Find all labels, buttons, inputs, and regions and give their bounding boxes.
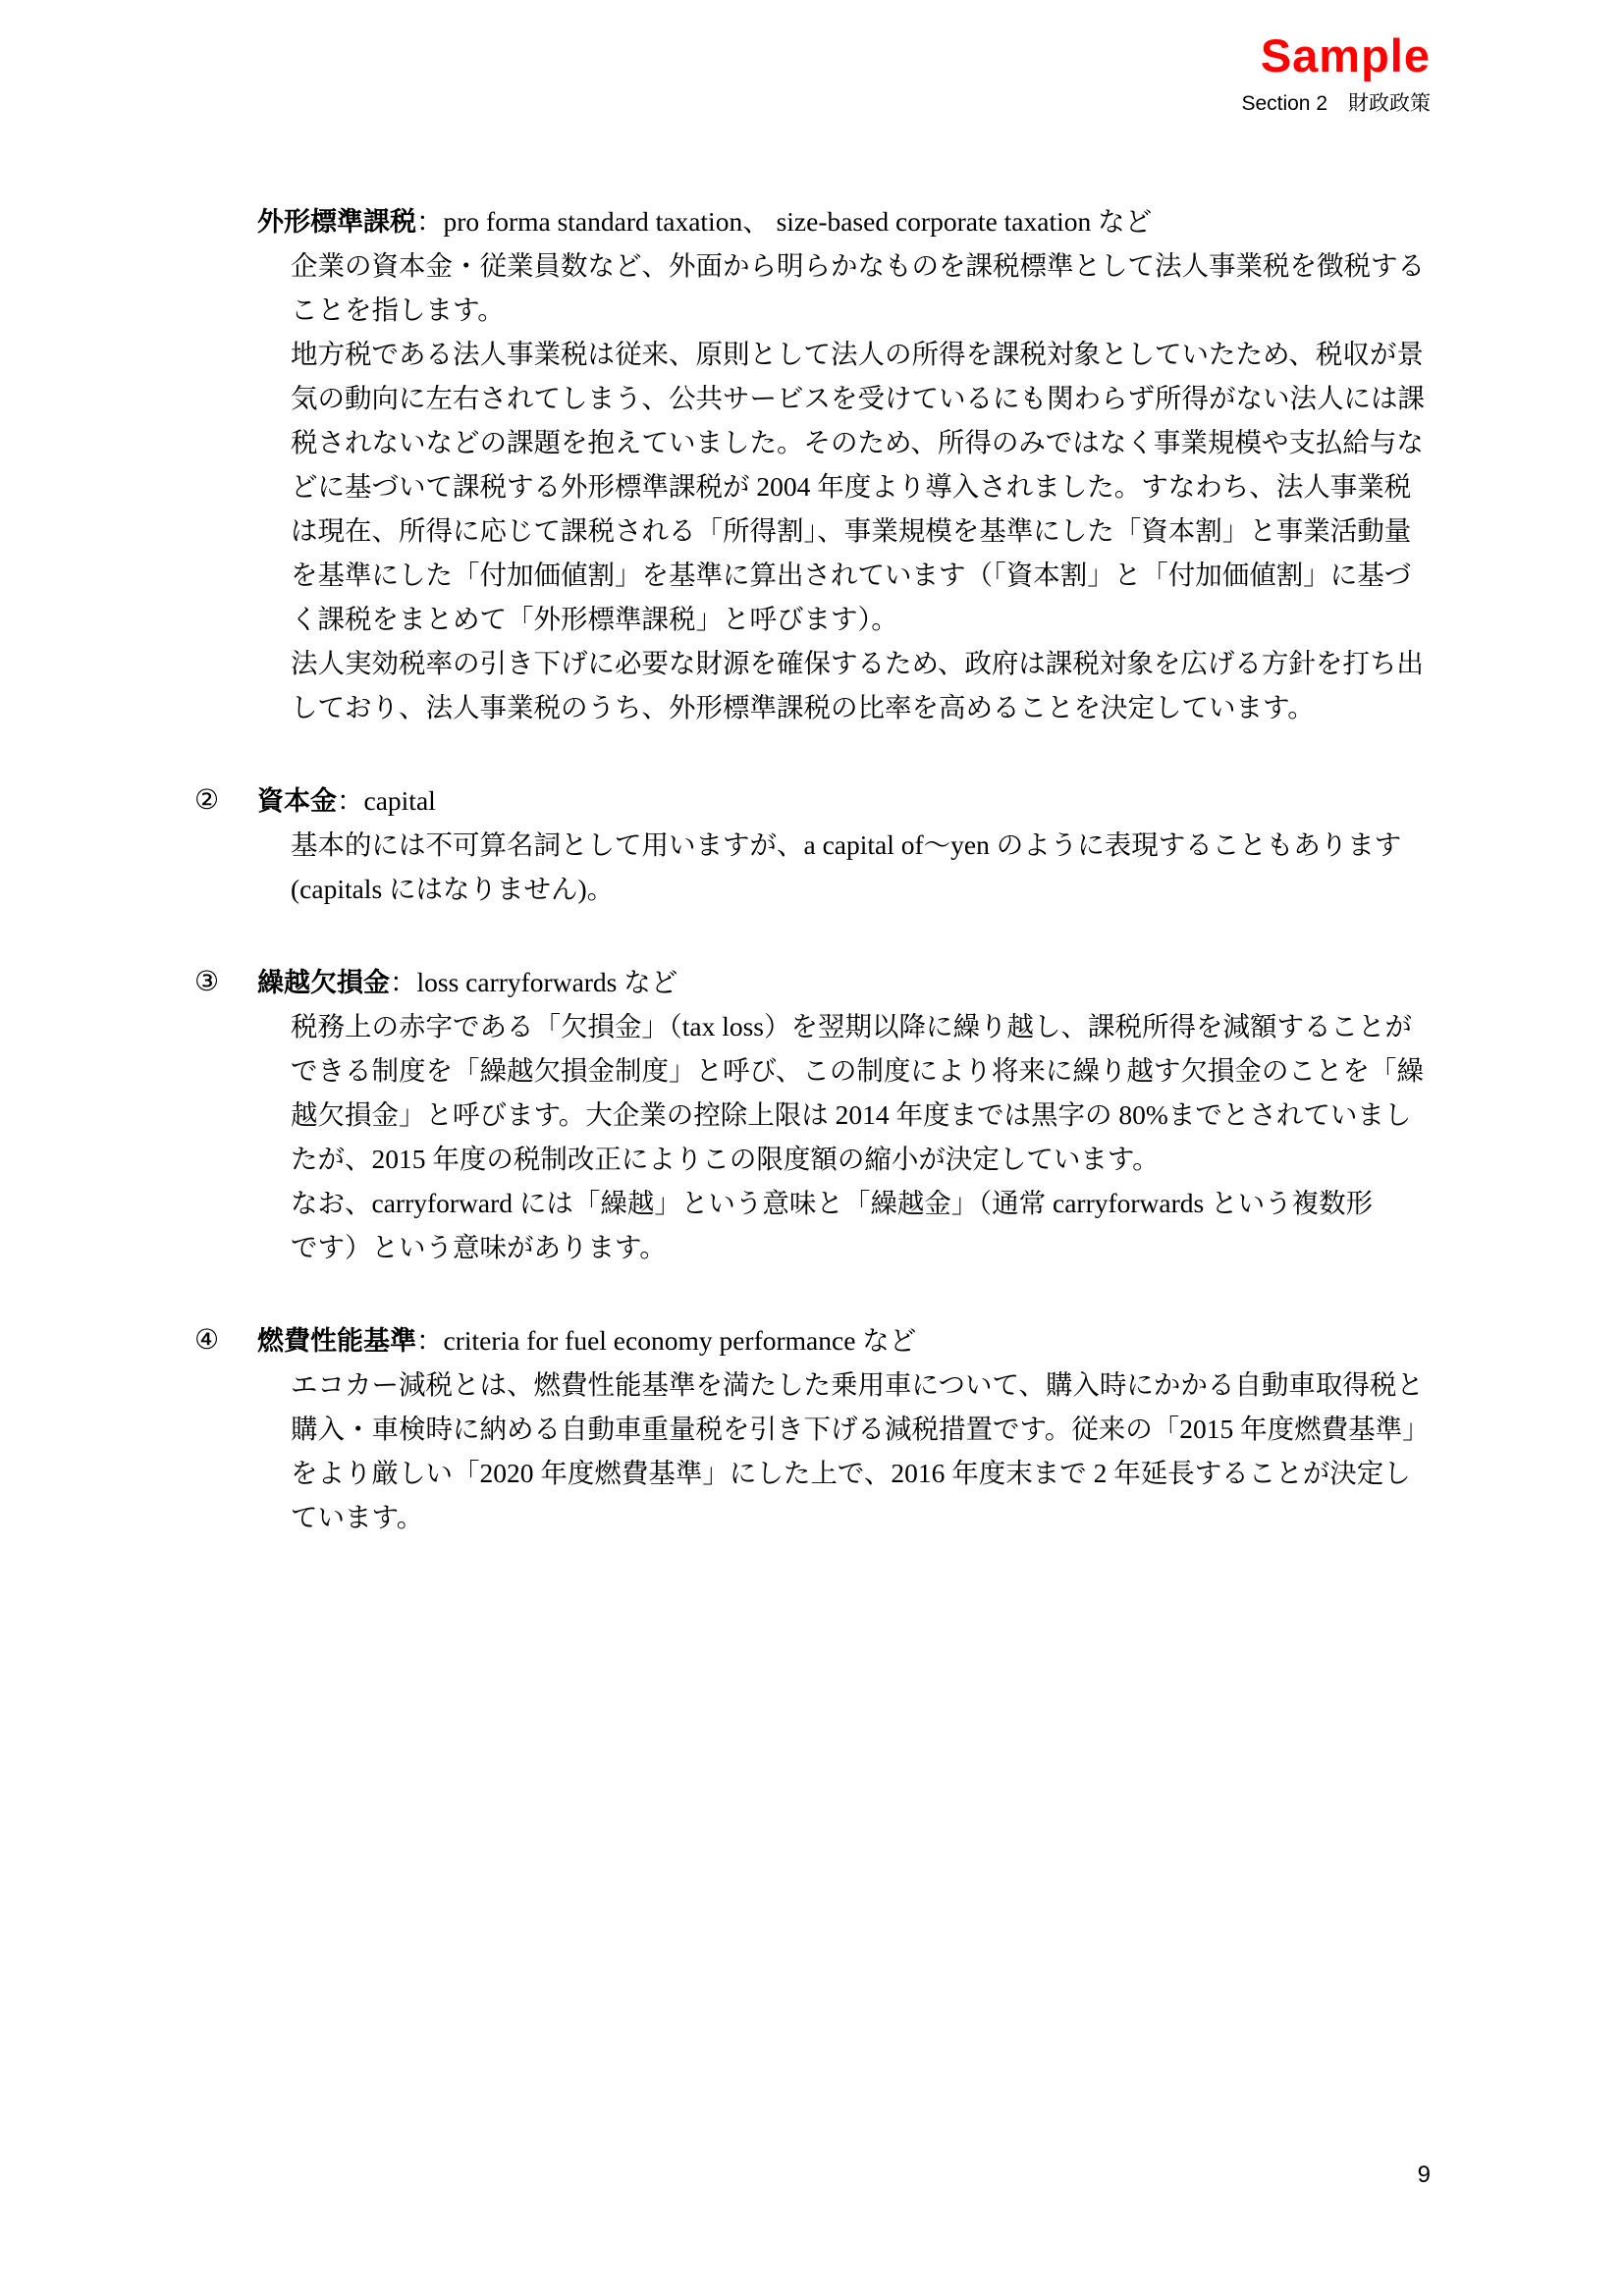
text-line: をより厳しい「2020 年度燃費基準」にした上で、2016 年度末まで 2 年延長することが決定し	[291, 1458, 1411, 1488]
entry-paragraph	[194, 1362, 1441, 1539]
entry-english-term: criteria for fuel economy performance など	[443, 1325, 917, 1356]
text-line: を基準にした「付加価値割」を基準に算出されています（「資本割」と「付加価値割」に基づ	[291, 560, 1412, 590]
sample-watermark: Sample	[1260, 29, 1431, 81]
entry-colon: ：	[390, 967, 417, 997]
text-line: できる制度を「繰越欠損金制度」と呼び、この制度により将来に繰り越す欠損金のことを「繰	[291, 1055, 1424, 1086]
text-line: 法人実効税率の引き下げに必要な財源を確保するため、政府は課税対象を広げる方針を打ち出	[291, 648, 1424, 678]
content-area	[194, 199, 1441, 1539]
entry-number: ②	[194, 785, 220, 816]
text-line: たが、2015 年度の税制改正によりこの限度額の縮小が決定しています。	[291, 1144, 1160, 1174]
text-line: です）という意味があります。	[291, 1232, 667, 1262]
entry-colon: ：	[337, 785, 364, 816]
text-line: 気の動向に左右されてしまう、公共サービスを受けているにも関わらず所得がない法人には課	[291, 383, 1425, 413]
entry-english-term: loss carryforwards など	[416, 967, 678, 997]
entry-paragraph	[194, 641, 1441, 729]
text-line: 税されないなどの課題を抱えていました。そのため、所得のみではなく事業規模や支払給与な	[291, 427, 1424, 457]
entry-pro-forma-taxation	[194, 199, 1441, 729]
entry-paragraph	[194, 1181, 1441, 1269]
text-line: 税務上の赤字である「欠損金」（tax loss）を翌期以降に繰り越し、課税所得を減額することが	[291, 1011, 1413, 1041]
text-line: なお、carryforward には「繰越」という意味と「繰越金」（通常 carryforwards という複数形	[291, 1188, 1374, 1218]
page-number: 9	[1417, 2162, 1431, 2188]
entry-term: 外形標準課税	[257, 207, 416, 237]
text-line: 企業の資本金・従業員数など、外面から明らかなものを課税標準として法人事業税を徴税する	[291, 250, 1425, 281]
entry-paragraph	[194, 332, 1441, 641]
entry-heading	[194, 778, 1441, 823]
entry-english-term: pro forma standard taxation、 size-based corporate taxation など	[443, 206, 1153, 237]
entry-term: 繰越欠損金	[257, 968, 390, 997]
text-line: ています。	[291, 1502, 424, 1532]
entry-colon: ：	[416, 1325, 444, 1356]
entry-english-term: capital	[363, 785, 436, 816]
entry-heading	[194, 960, 1441, 1004]
text-line: 地方税である法人事業税は従来、原則として法人の所得を課税対象としていたため、税収が景	[291, 339, 1424, 369]
entry-colon: ：	[416, 206, 444, 237]
entry-number: ③	[194, 967, 220, 997]
entry-paragraph	[194, 1004, 1441, 1181]
entry-heading	[194, 1318, 1441, 1362]
entry-paragraph	[194, 823, 1441, 911]
text-line: は現在、所得に応じて課税される「所得割」、事業規模を基準にした「資本割」と事業活動量	[291, 515, 1412, 546]
entry-capital	[194, 778, 1441, 911]
text-line: く課税をまとめて「外形標準課税」と呼びます）。	[291, 604, 898, 634]
text-line: (capitals にはなりません)。	[291, 874, 615, 904]
text-line: 越欠損金」と呼びます。大企業の控除上限は 2014 年度までは黒字の 80%までとされていまし	[291, 1099, 1412, 1130]
text-line: 購入・車検時に納める自動車重量税を引き下げる減税措置です。従来の「2015 年度燃費基準」	[291, 1414, 1430, 1444]
text-line: エコカー減税とは、燃費性能基準を満たした乗用車について、購入時にかかる自動車取得税と	[291, 1369, 1424, 1400]
section-header: Section 2 財政政策	[1241, 92, 1431, 115]
text-line: ことを指します。	[291, 294, 505, 325]
entry-term: 資本金	[257, 786, 337, 816]
entry-loss-carryforwards	[194, 960, 1441, 1269]
text-line: どに基づいて課税する外形標準課税が 2004 年度より導入されました。すなわち、法人事業税	[291, 471, 1412, 502]
text-line: しており、法人事業税のうち、外形標準課税の比率を高めることを決定しています。	[291, 692, 1315, 722]
entry-fuel-economy-criteria	[194, 1318, 1441, 1539]
text-line: 基本的には不可算名詞として用いますが、a capital of～yen のように表現することもあります	[291, 829, 1402, 860]
entry-number: ④	[194, 1325, 220, 1356]
entry-term: 燃費性能基準	[257, 1326, 416, 1356]
entry-paragraph	[194, 243, 1441, 332]
entry-heading	[194, 199, 1441, 243]
